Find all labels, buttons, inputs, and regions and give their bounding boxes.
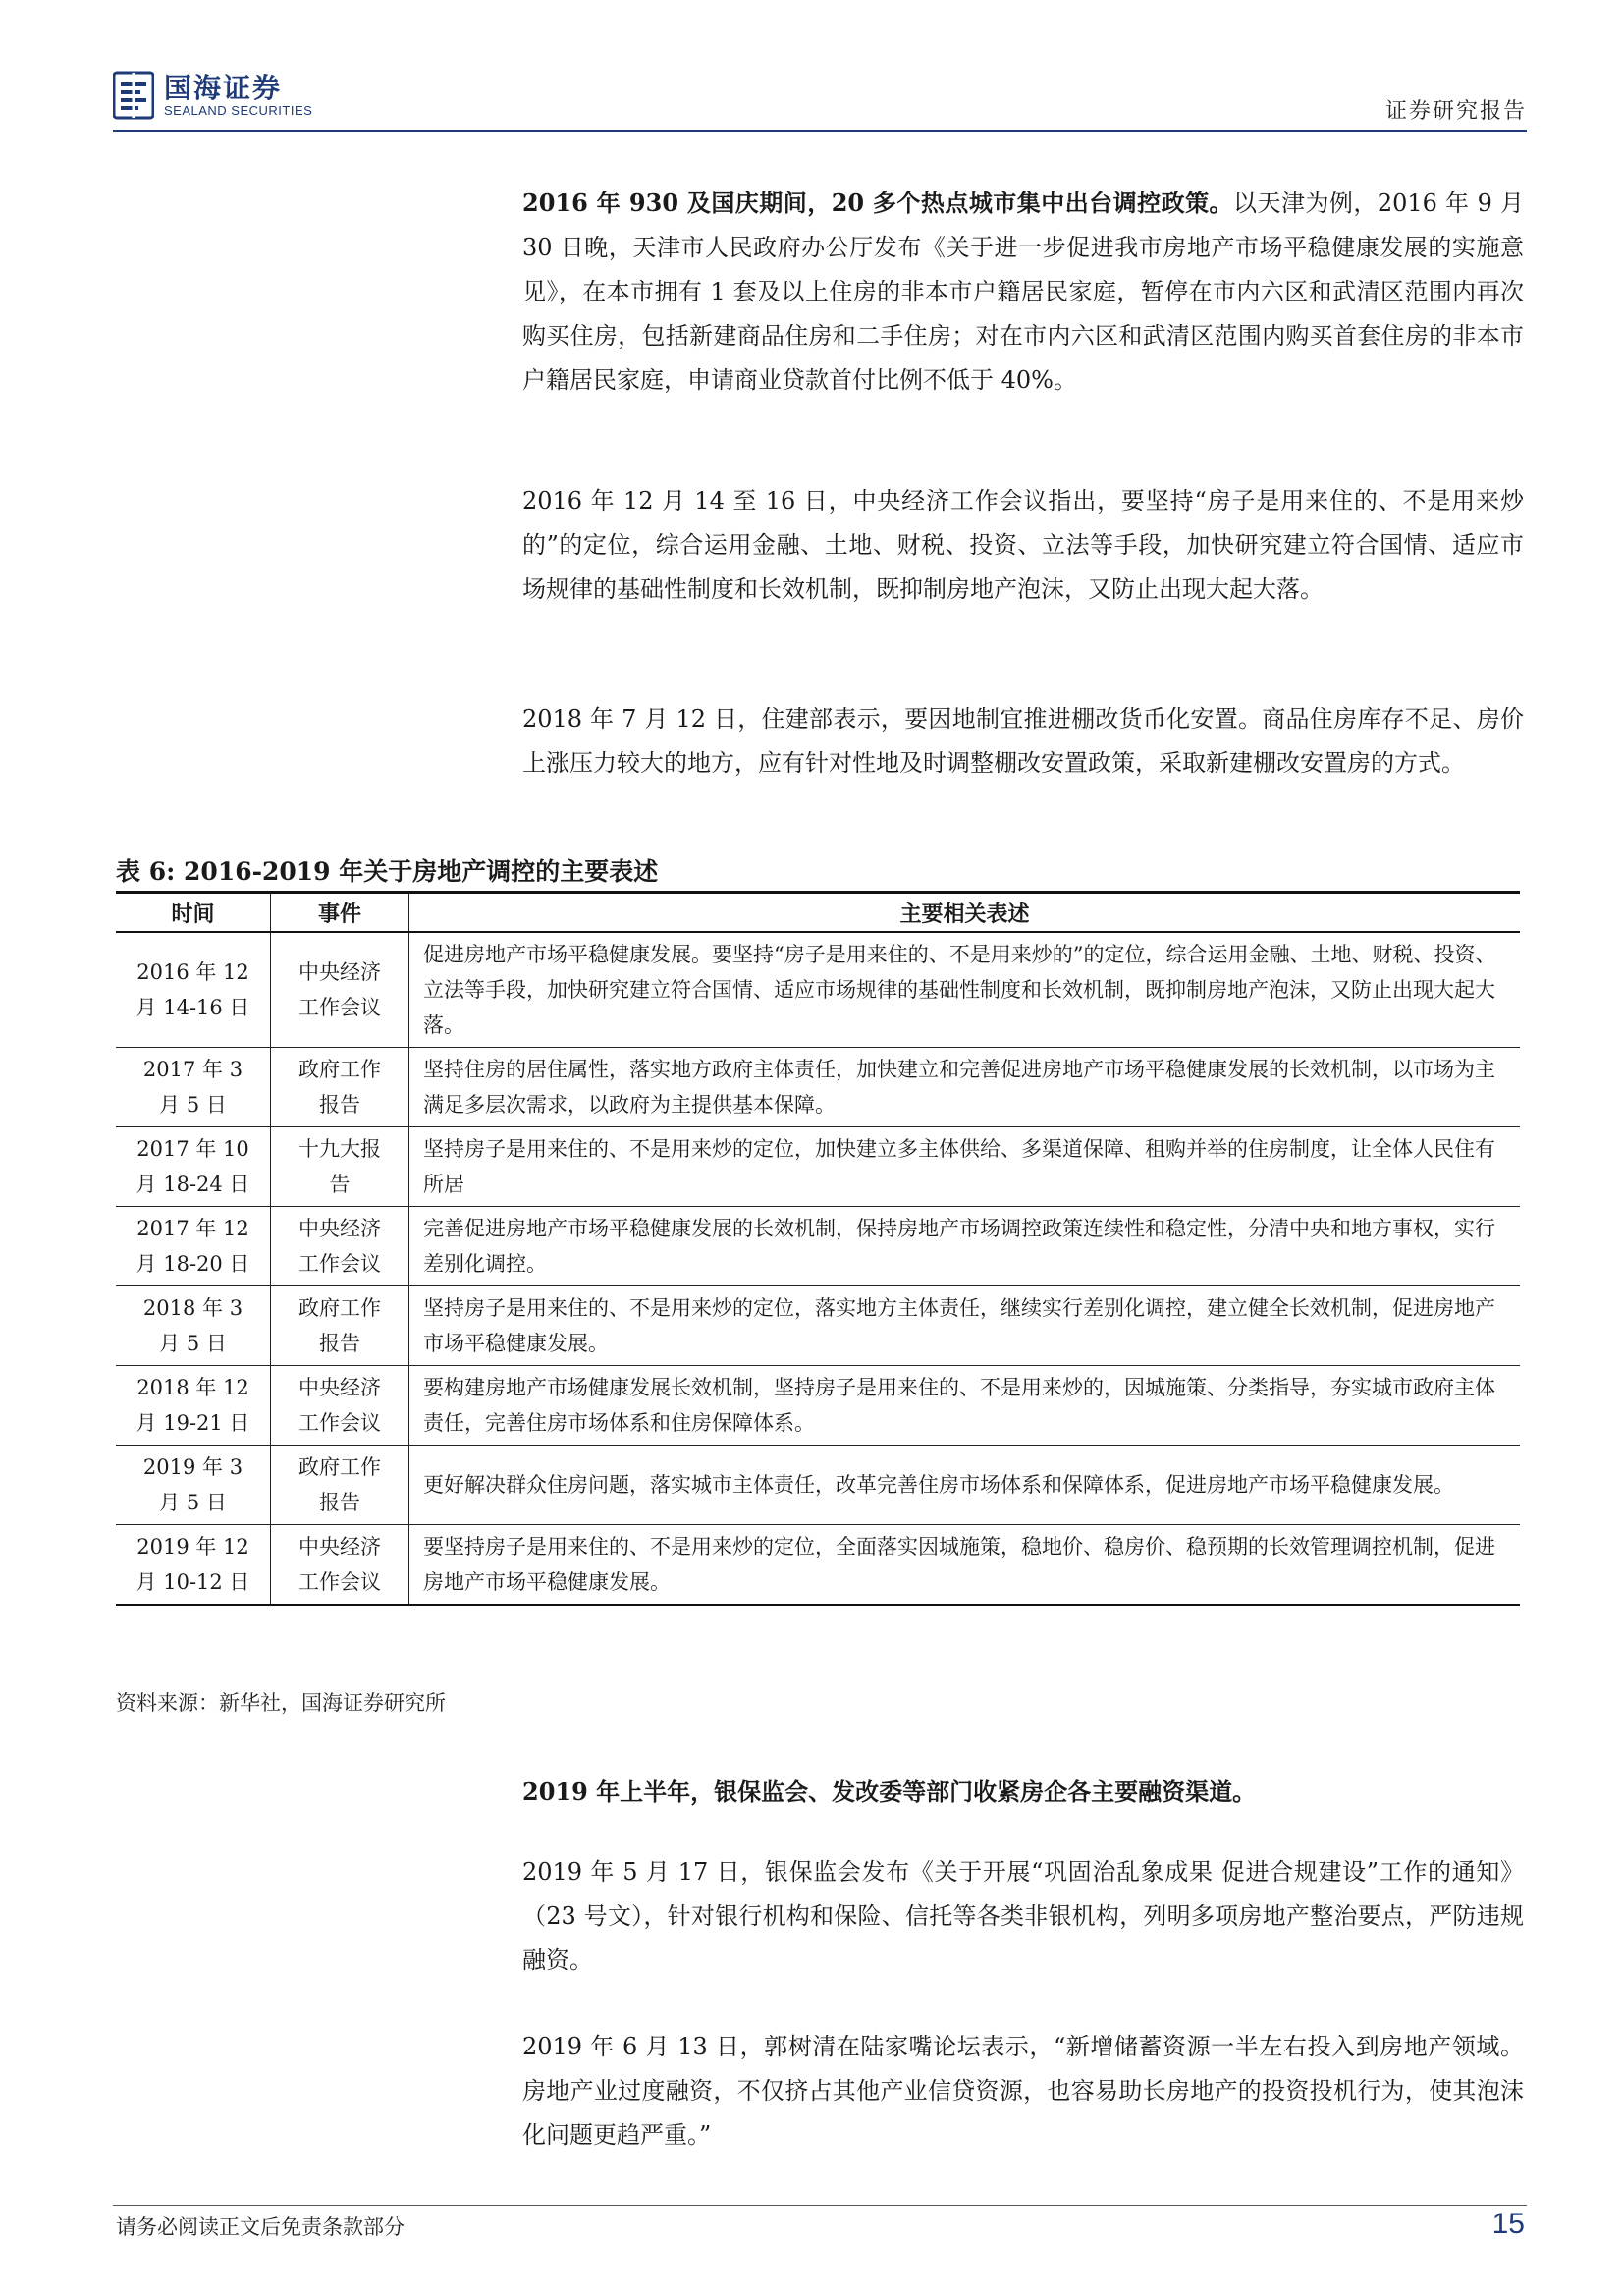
report-type-label: 证券研究报告 — [1384, 99, 1527, 124]
cell-time: 2019 年 3 月 5 日 — [116, 1446, 271, 1525]
logo-chinese-name: 国海证券 — [164, 72, 283, 104]
logo-english-name: SEALAND SECURITIES — [164, 103, 313, 118]
cell-description: 完善促进房地产市场平稳健康发展的长效机制，保持房地产市场调控政策连续性和稳定性，分清中央和地方事权，实行差别化调控。 — [409, 1207, 1521, 1286]
column-header-time: 时间 — [116, 893, 271, 933]
cell-event: 中央经济 工作会议 — [271, 1207, 409, 1286]
cell-time: 2016 年 12 月 14-16 日 — [116, 932, 271, 1048]
table-row — [116, 932, 1520, 1048]
policy-table — [116, 891, 1520, 1606]
table-row — [116, 1048, 1520, 1127]
cell-event: 中央经济 工作会议 — [271, 1525, 409, 1606]
cell-event: 政府工作 报告 — [271, 1446, 409, 1525]
paragraph-2: 2016 年 12 月 14 至 16 日，中央经济工作会议指出，要坚持“房子是用来住的、不是用来炒的”的定位，综合运用金融、土地、财税、投资、立法等手段，加快研究建立符合国情、适应市场规律的基础性制度和长效机制，既抑制房地产泡沫，又防止出现大起大落。 — [522, 487, 1524, 603]
table-row — [116, 1207, 1520, 1286]
column-header-event: 事件 — [271, 893, 409, 933]
company-logo — [113, 71, 312, 120]
table-row — [116, 1127, 1520, 1207]
cell-time: 2017 年 3 月 5 日 — [116, 1048, 271, 1127]
cell-time: 2018 年 3 月 5 日 — [116, 1286, 271, 1366]
cell-description: 坚持房子是用来住的、不是用来炒的定位，落实地方主体责任，继续实行差别化调控，建立健全长效机制，促进房地产市场平稳健康发展。 — [409, 1286, 1521, 1366]
paragraph-3: 2018 年 7 月 12 日，住建部表示，要因地制宜推进棚改货币化安置。商品住房库存不足、房价上涨压力较大的地方，应有针对性地及时调整棚改安置政策，采取新建棚改安置房的方式。 — [522, 705, 1524, 777]
footer-divider — [113, 2205, 1527, 2206]
cell-description: 更好解决群众住房问题，落实城市主体责任，改革完善住房市场体系和保障体系，促进房地产市场平稳健康发展。 — [409, 1446, 1521, 1525]
page-number: 15 — [1491, 2208, 1525, 2240]
table-header-row — [116, 893, 1520, 933]
cell-event: 中央经济 工作会议 — [271, 1366, 409, 1446]
table-source-note: 资料来源：新华社，国海证券研究所 — [116, 1691, 446, 1715]
table-row — [116, 1446, 1520, 1525]
cell-time: 2017 年 10 月 18-24 日 — [116, 1127, 271, 1207]
paragraph-1-body: 以天津为例，2016 年 9 月 30 日晚，天津市人民政府办公厅发布《关于进一步促进我市房地产市场平稳健康发展的实施意见》，在本市拥有 1 套及以上住房的非本市户籍居民家庭，暂停在市内六区和武清区范围内再次购买住房，包括新建商品住房和二手住房；对在市内六区和武清区范围内购买首套住房的非本市户籍居民家庭，申请商业贷款首付比例不低于 40%。 — [522, 190, 1525, 394]
table-row — [116, 1286, 1520, 1366]
cell-time: 2017 年 12 月 18-20 日 — [116, 1207, 271, 1286]
cell-time: 2018 年 12 月 19-21 日 — [116, 1366, 271, 1446]
column-header-description: 主要相关表述 — [409, 893, 1521, 933]
paragraph-4: 2019 年上半年，银保监会、发改委等部门收紧房企各主要融资渠道。 — [522, 1777, 1257, 1806]
paragraph-5: 2019 年 5 月 17 日，银保监会发布《关于开展“巩固治乱象成果 促进合规建设”工作的通知》（23 号文），针对银行机构和保险、信托等各类非银机构，列明多项房地产整治要点，严防违规融资。 — [522, 1858, 1524, 1974]
cell-description: 促进房地产市场平稳健康发展。要坚持“房子是用来住的、不是用来炒的”的定位，综合运用金融、土地、财税、投资、立法等手段，加快研究建立符合国情、适应市场规律的基础性制度和长效机制，既抑制房地产泡沫，又防止出现大起大落。 — [409, 932, 1521, 1048]
paragraph-1 — [522, 181, 1524, 403]
cell-description: 要坚持房子是用来住的、不是用来炒的定位，全面落实因城施策，稳地价、稳房价、稳预期的长效管理调控机制，促进房地产市场平稳健康发展。 — [409, 1525, 1521, 1606]
cell-time: 2019 年 12 月 10-12 日 — [116, 1525, 271, 1606]
table-row — [116, 1525, 1520, 1606]
cell-event: 政府工作 报告 — [271, 1286, 409, 1366]
disclaimer-note: 请务必阅读正文后免责条款部分 — [116, 2215, 405, 2239]
cell-event: 中央经济 工作会议 — [271, 932, 409, 1048]
header-divider — [113, 130, 1527, 132]
cell-event: 十九大报 告 — [271, 1127, 409, 1207]
cell-event: 政府工作 报告 — [271, 1048, 409, 1127]
cell-description: 要构建房地产市场健康发展长效机制，坚持房子是用来住的、不是用来炒的，因城施策、分类指导，夯实城市政府主体责任，完善住房市场体系和住房保障体系。 — [409, 1366, 1521, 1446]
paragraph-1-lead: 2016 年 930 及国庆期间，20 多个热点城市集中出台调控政策。 — [522, 189, 1234, 217]
table-row — [116, 1366, 1520, 1446]
sealand-logo-icon — [113, 71, 154, 120]
paragraph-6: 2019 年 6 月 13 日，郭树清在陆家嘴论坛表示，“新增储蓄资源一半左右投入到房地产领域。房地产业过度融资，不仅挤占其他产业信贷资源，也容易助长房地产的投资投机行为，使其泡沫化问题更趋严重。” — [522, 2033, 1524, 2149]
table-title: 表 6: 2016-2019 年关于房地产调控的主要表述 — [116, 857, 659, 886]
cell-description: 坚持房子是用来住的、不是用来炒的定位，加快建立多主体供给、多渠道保障、租购并举的住房制度，让全体人民住有所居 — [409, 1127, 1521, 1207]
page-header — [113, 67, 1527, 128]
cell-description: 坚持住房的居住属性，落实地方政府主体责任，加快建立和完善促进房地产市场平稳健康发展的长效机制，以市场为主满足多层次需求，以政府为主提供基本保障。 — [409, 1048, 1521, 1127]
